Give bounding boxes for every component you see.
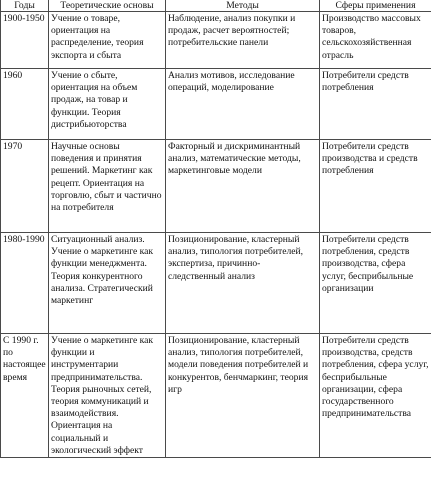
- cell-scope: Производство массовых товаров, сельскохозяйственная отрасль: [320, 12, 431, 69]
- table-row: [1, 140, 431, 233]
- header-methods: Методы: [166, 0, 320, 12]
- cell-methods: Позиционирование, кластерный анализ, типология потребителей, экспертиза, причинно-следственный анализ: [166, 233, 320, 334]
- table-row: [1, 12, 431, 69]
- table-row: [1, 233, 431, 334]
- cell-scope: Потребители средств производства и средств потребления: [320, 140, 431, 233]
- cell-methods: Позиционирование, кластерный анализ, типология потребителей, модели поведения потребителей и конкурентов, бенчмаркинг, теория игр: [166, 334, 320, 458]
- cell-scope: Потребители средств потребления, средств производства, сфера услуг, бесприбыльные организации: [320, 233, 431, 334]
- table-row: [1, 334, 431, 458]
- header-years: Годы: [1, 0, 49, 12]
- cell-methods: Анализ мотивов, исследование операций, моделирование: [166, 69, 320, 140]
- cell-theory: Учение о товаре, ориентация на распределение, теория экспорта и сбыта: [49, 12, 166, 69]
- table-header-row: [1, 0, 431, 12]
- cell-years: С 1990 г. по настоящее время: [1, 334, 49, 458]
- header-scope: Сферы применения: [320, 0, 431, 12]
- cell-theory: Учение о сбыте, ориентация на объем продаж, на товар и функции. Теория дистрибьюторства: [49, 69, 166, 140]
- cell-theory: Учение о маркетинге как функции и инструментарии предпринимательства. Теория рыночных сетей, теория коммуникаций и взаимодействия. Ориентация на социальный и экологический эффект: [49, 334, 166, 458]
- cell-scope: Потребители средств производства, средств потребления, сфера услуг, бесприбыльные организации, сфера государственного предпринимательства: [320, 334, 431, 458]
- cell-years: 1970: [1, 140, 49, 233]
- cell-theory: Ситуационный анализ. Учение о маркетинге как функции менеджмента. Теория конкурентного анализа. Стратегический маркетинг: [49, 233, 166, 334]
- cell-methods: Наблюдение, анализ покупки и продаж, расчет вероятностей; потребительские панели: [166, 12, 320, 69]
- cell-years: 1900-1950: [1, 12, 49, 69]
- cell-methods: Факторный и дискриминантный анализ, математические методы, маркетинговые модели: [166, 140, 320, 233]
- cell-scope: Потребители средств потребления: [320, 69, 431, 140]
- table-row: [1, 69, 431, 140]
- header-theory: Теоретические основы: [49, 0, 166, 12]
- cell-years: 1980-1990: [1, 233, 49, 334]
- cell-theory: Научные основы поведения и принятия решений. Маркетинг как рецепт. Ориентация на торговлю, сбыт и частично на потребителя: [49, 140, 166, 233]
- cell-years: 1960: [1, 69, 49, 140]
